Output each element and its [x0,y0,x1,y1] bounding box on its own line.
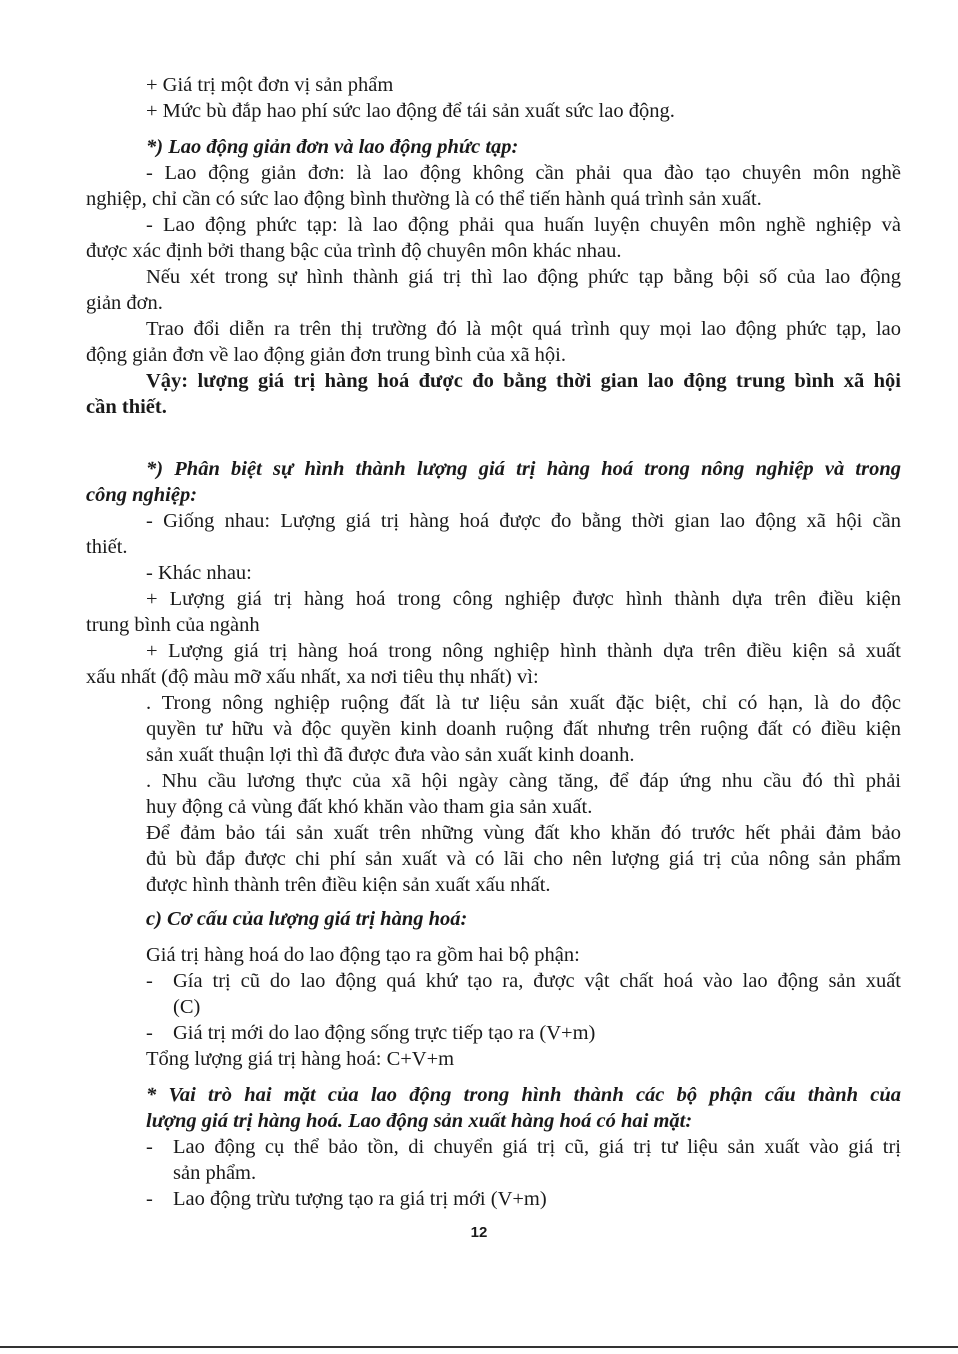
section-heading: * Vai trò hai mặt của lao động trong hình thành các bộ phận cấu thành của [146,1084,901,1106]
text-line: xấu nhất (độ màu mỡ xấu nhất, xa nơi tiêu thụ nhất) vì: [86,666,539,688]
list-item: sản phẩm. [173,1162,257,1184]
dash-bullet: - [146,1188,153,1210]
section-heading: *) Phân biệt sự hình thành lượng giá trị hàng hoá trong nông nghiệp và trong [146,458,901,480]
list-item: Gía trị cũ do lao động quá khứ tạo ra, được vật chất hoá vào lao động sản xuất [173,970,901,992]
page-number: 12 [470,1224,488,1241]
text-line: huy động cả vùng đất khó khăn vào tham gia sản xuất. [146,796,593,818]
text-line: - Giống nhau: Lượng giá trị hàng hoá được đo bằng thời gian lao động xã hội cần [146,510,901,532]
list-item: (C) [173,996,201,1018]
section-heading: *) Lao động giản đơn và lao động phức tạp: [146,136,519,158]
text-line: - Khác nhau: [146,562,252,584]
text-line: + Lượng giá trị hàng hoá trong nông nghiệp hình thành dựa trên điều kiện sả xuất [146,640,901,662]
section-heading: công nghiệp: [86,484,198,506]
text-line: giản đơn. [86,292,163,314]
text-line: . Nhu cầu lương thực của xã hội ngày càng tăng, để đáp ứng nhu cầu đó thì phải [146,770,901,792]
dash-bullet: - [146,1022,153,1044]
text-line: sản xuất thuận lợi thì đã được đưa vào sản xuất kinh doanh. [146,744,635,766]
text-line: được hình thành trên điều kiện sản xuất xấu nhất. [146,874,551,896]
text-line: - Lao động giản đơn: là lao động không cần phải qua đào tạo chuyên môn nghề [146,162,901,184]
text-line: đủ bù đắp được chi phí sản xuất và có lãi cho nên lượng giá trị của nông sản phẩm [146,848,901,870]
text-line: Để đảm bảo tái sản xuất trên những vùng đất kho khăn đó trước hết phải đảm bảo [146,822,901,844]
text-line: trung bình của ngành [86,614,260,636]
dash-bullet: - [146,1136,153,1158]
text-line: được xác định bởi thang bậc của trình độ chuyên môn khác nhau. [86,240,622,262]
conclusion-text: Vậy: lượng giá trị hàng hoá được đo bằng thời gian lao động trung bình xã hội [146,370,901,392]
list-item: Giá trị mới do lao động sống trực tiếp tạo ra (V+m) [173,1022,596,1044]
list-item: Lao động trừu tượng tạo ra giá trị mới (V+m) [173,1188,547,1210]
list-item: Lao động cụ thể bảo tồn, di chuyển giá trị cũ, giá trị tư liệu sản xuất vào giá trị [173,1136,901,1158]
text-line: - Lao động phức tạp: là lao động phải qua huấn luyện chuyên môn nghề nghiệp và [146,214,901,236]
text-line: . Trong nông nghiệp ruộng đất là tư liệu sản xuất đặc biệt, chỉ có hạn, là do độc [146,692,901,714]
text-line: + Giá trị một đơn vị sản phẩm [146,74,394,96]
text-line: quyền tư hữu và độc quyền kinh doanh ruộng đất nhưng trên ruộng đất có điều kiện [146,718,901,740]
text-line: + Lượng giá trị hàng hoá trong công nghiệp được hình thành dựa trên điều kiện [146,588,901,610]
text-line: Nếu xét trong sự hình thành giá trị thì lao động phức tạp bằng bội số của lao động [146,266,901,288]
conclusion-text: cần thiết. [86,396,167,418]
bottom-divider [0,1346,958,1348]
text-line: Tổng lượng giá trị hàng hoá: C+V+m [146,1048,455,1070]
dash-bullet: - [146,970,153,992]
section-heading: lượng giá trị hàng hoá. Lao động sản xuất hàng hoá có hai mặt: [146,1110,693,1132]
text-line: Trao đổi diễn ra trên thị trường đó là một quá trình quy mọi lao động phức tạp, lao [146,318,901,340]
text-line: nghiệp, chỉ cần có sức lao động bình thường là có thể tiến hành quá trình sản xuất. [86,188,762,210]
section-heading: c) Cơ cấu của lượng giá trị hàng hoá: [146,908,468,930]
text-line: + Mức bù đắp hao phí sức lao động để tái sản xuất sức lao động. [146,100,675,122]
text-line: thiết. [86,536,128,558]
text-line: động giản đơn về lao động giản đơn trung bình của xã hội. [86,344,566,366]
text-line: Giá trị hàng hoá do lao động tạo ra gồm hai bộ phận: [146,944,580,966]
